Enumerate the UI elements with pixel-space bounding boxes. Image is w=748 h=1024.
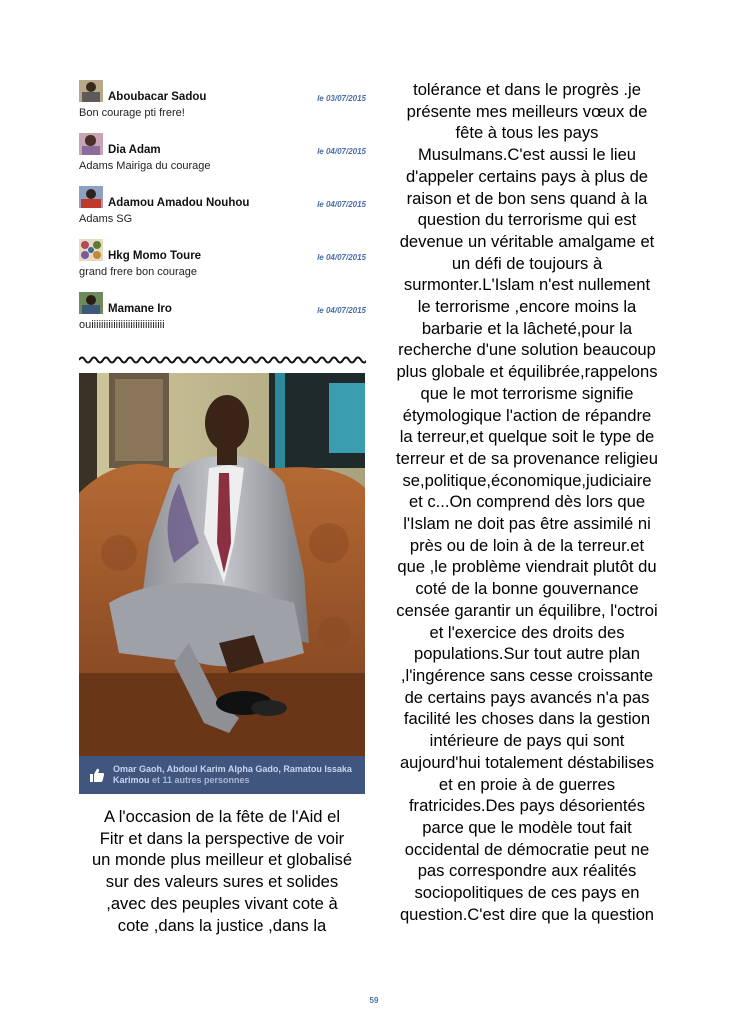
likers-more[interactable]: et 11 autres personnes	[149, 775, 250, 785]
text-line: se,politique,économique,judiciaire	[402, 470, 652, 490]
comment-date: le 04/07/2015	[317, 147, 366, 156]
text-line: cote ,dans la justice ,dans la	[117, 915, 327, 935]
text-line: étymologique l'action de répandre	[402, 405, 652, 425]
comment-item	[79, 186, 366, 239]
comment-author[interactable]: Hkg Momo Toure	[108, 250, 202, 262]
comment-text: Adams SG	[79, 213, 133, 225]
comment-text: Adams Mairiga du courage	[79, 160, 211, 172]
text-line: parce que le modèle tout fait	[422, 817, 632, 837]
comment-item	[79, 292, 366, 345]
comment-date: le 03/07/2015	[317, 94, 366, 103]
text-line: présente mes meilleurs vœux de	[406, 101, 648, 121]
text-line: pas correspondre aux réalités	[417, 861, 637, 881]
text-line: A l'occasion de la fête de l'Aid el	[103, 807, 341, 826]
text-line: populations.Sur tout autre plan	[413, 644, 641, 664]
text-line: sur des valeurs sures et solides	[105, 872, 339, 892]
text-line: ,avec des peuples vivant cote à	[106, 893, 338, 913]
likes-text	[113, 764, 363, 786]
text-line: censée garantir un équilibre, l'octroi	[396, 600, 658, 620]
text-line: terreur et de sa provenance religieu	[396, 448, 658, 468]
comment-date: le 04/07/2015	[317, 200, 366, 209]
comment-author[interactable]: Mamane Iro	[108, 303, 172, 315]
text-line: d'appeler certains pays à plus de	[405, 166, 649, 186]
text-line: un monde plus meilleur et globalisé	[91, 850, 353, 870]
text-line: facilité les choses dans la gestion	[403, 709, 651, 729]
avatar[interactable]	[79, 133, 103, 155]
text-line: occidental de démocratie peut ne	[404, 839, 650, 859]
page-number: 59	[369, 996, 379, 1005]
text-line: devenue un véritable amalgame et	[399, 231, 655, 251]
text-line: tolérance et dans le progrès .je	[413, 80, 641, 99]
text-line: près ou de loin à de la terreur.et	[409, 535, 645, 555]
text-line: question.C'est dire que la question	[399, 904, 655, 924]
text-line: Musulmans.C'est aussi le lieu	[417, 145, 637, 165]
comment-author[interactable]: Dia Adam	[108, 144, 161, 156]
comment-text: ouiiiiiiiiiiiiiiiiiiiiiiiiiiiiii	[79, 319, 165, 331]
avatar[interactable]	[79, 80, 103, 102]
text-line: plus globale et équilibrée,rappelons	[396, 362, 658, 382]
text-line: surmonter.L'Islam n'est nullement	[403, 275, 651, 295]
text-line: recherche d'une solution beaucoup	[398, 340, 656, 360]
text-line: question du terrorisme qui est	[417, 210, 637, 230]
text-line: le terrorisme ,encore moins la	[417, 297, 637, 317]
likers-names[interactable]: Omar Gaoh, Abdoul Karim Alpha Gado, Ramatou Issaka Karimou	[113, 764, 352, 785]
text-line: l'Islam ne doit pas être assimilé ni	[403, 514, 651, 534]
left-paragraph	[76, 806, 368, 936]
text-line: intérieure de pays qui sont	[429, 731, 625, 751]
text-line: et en proie à de guerres	[438, 774, 616, 794]
text-line: un défi de toujours à	[451, 253, 603, 273]
text-line: et l'exercice des droits des	[429, 622, 625, 642]
thumbs-up-icon[interactable]	[89, 767, 105, 783]
text-line: fratricides.Des pays désorientés	[408, 796, 646, 816]
comment-date: le 04/07/2015	[317, 306, 366, 315]
text-line: sociopolitiques de ces pays en	[414, 883, 640, 903]
text-line: de certains pays avancés n'a pas	[404, 687, 650, 707]
comment-author[interactable]: Aboubacar Sadou	[108, 91, 207, 103]
text-line: barbarie et la lâcheté,pour la	[421, 318, 633, 338]
text-line: Fitr et dans la perspective de voir	[99, 828, 345, 848]
comment-item	[79, 133, 366, 186]
text-line: aujourd'hui totalement déstabilises	[399, 752, 655, 772]
text-line: ,l'ingérence sans cesse croissante	[400, 665, 654, 685]
avatar[interactable]	[79, 292, 103, 314]
text-line: raison et de bon sens quand à la	[406, 188, 648, 208]
comment-text: Bon courage pti frere!	[79, 107, 185, 119]
avatar[interactable]	[79, 239, 103, 261]
comment-item	[79, 80, 366, 133]
wavy-divider	[79, 353, 366, 367]
comment-item	[79, 239, 366, 292]
comment-author[interactable]: Adamou Amadou Nouhou	[108, 197, 250, 209]
text-line: coté de la bonne gouvernance	[415, 579, 639, 599]
text-line: que le mot terrorisme signifie	[420, 383, 634, 403]
likes-bar	[79, 756, 365, 794]
comment-date: le 04/07/2015	[317, 253, 366, 262]
comment-text: grand frere bon courage	[79, 266, 198, 278]
avatar[interactable]	[79, 186, 103, 208]
right-paragraph	[381, 79, 673, 925]
text-line: que ,le problème viendrait plutôt du	[397, 557, 657, 577]
text-line: la terreur,et quelque soit le type de	[399, 427, 655, 447]
profile-photo[interactable]	[79, 373, 365, 756]
text-line: et c...On comprend dès lors que	[408, 492, 646, 512]
text-line: fête à tous les pays	[455, 123, 599, 143]
comments-list	[79, 80, 366, 345]
